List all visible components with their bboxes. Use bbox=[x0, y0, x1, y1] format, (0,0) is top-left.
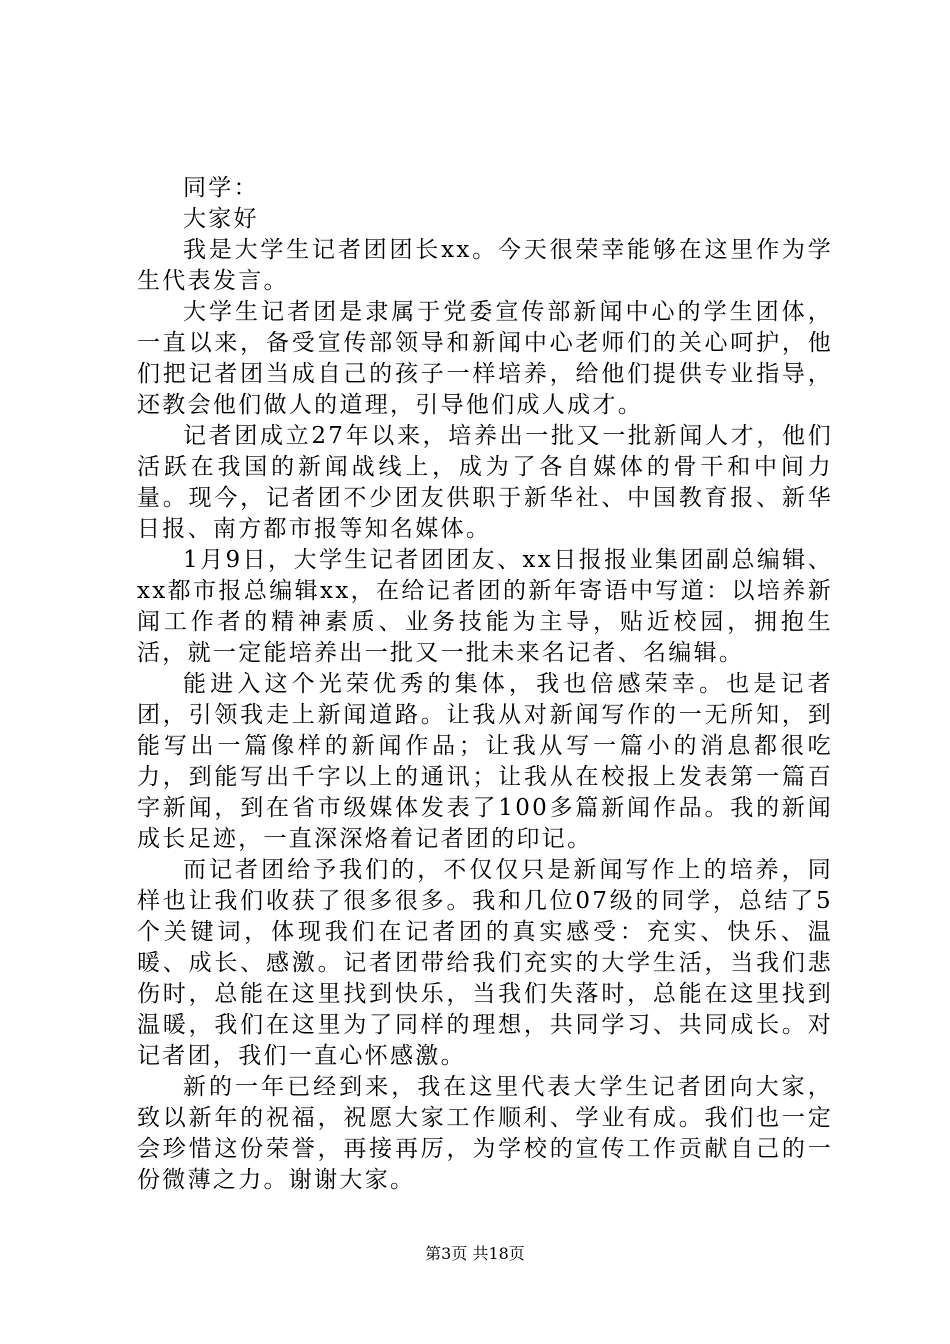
paragraph-about-group: 大学生记者团是隶属于党委宣传部新闻中心的学生团体，一直以来，备受宣传部领导和新闻中心老师们的关心呵护，他们把记者团当成自己的孩子一样培养，给他们提供专业指导，还教会他们做人的道理，引导他们成人成才。 bbox=[137, 299, 833, 418]
salutation: 同学： bbox=[183, 175, 259, 201]
paragraph-history: 记者团成立27年以来，培养出一批又一批新闻人才，他们活跃在我国的新闻战线上，成为了各自媒体的骨干和中间力量。现今，记者团不少团友供职于新华社、中国教育报、新华日报、南方都市报等知名媒体。 bbox=[137, 423, 833, 542]
paragraph-closing: 新的一年已经到来，我在这里代表大学生记者团向大家，致以新年的祝福，祝愿大家工作顺利、学业有成。我们也一定会珍惜这份荣誉，再接再厉，为学校的宣传工作贡献自己的一份微薄之力。谢谢大家。 bbox=[137, 1074, 833, 1193]
paragraph-new-year-message: 1月9日，大学生记者团团友、xx日报报业集团副总编辑、xx都市报总编辑xx，在给记者团的新年寄语中写道：以培养新闻工作者的精神素质、业务技能为主导，贴近校园，拥抱生活，就一定能培养出一批又一批未来名记者、名编辑。 bbox=[137, 547, 833, 666]
document-body bbox=[137, 173, 833, 1196]
paragraph-intro: 我是大学生记者团团长xx。今天很荣幸能够在这里作为学生代表发言。 bbox=[137, 237, 833, 294]
paragraph-personal-growth: 能进入这个光荣优秀的集体，我也倍感荣幸。也是记者团，引领我走上新闻道路。让我从对新闻写作的一无所知，到能写出一篇像样的新闻作品；让我从写一篇小的消息都很吃力，到能写出千字以上的通讯；让我从在校报上发表第一篇百字新闻，到在省市级媒体发表了100多篇新闻作品。我的新闻成长足迹，一直深深烙着记者团的印记。 bbox=[137, 671, 833, 852]
paragraph-keywords: 而记者团给予我们的，不仅仅只是新闻写作上的培养，同样也让我们收获了很多很多。我和几位07级的同学，总结了5个关键词，体现我们在记者团的真实感受：充实、快乐、温暖、成长、感激。记者团带给我们充实的大学生活，当我们悲伤时，总能在这里找到快乐，当我们失落时，总能在这里找到温暖，我们在这里为了同样的理想，共同学习、共同成长。对记者团，我们一直心怀感激。 bbox=[137, 857, 833, 1069]
page-number-footer: 第3页 共18页 bbox=[425, 1244, 525, 1263]
greeting: 大家好 bbox=[183, 206, 259, 232]
